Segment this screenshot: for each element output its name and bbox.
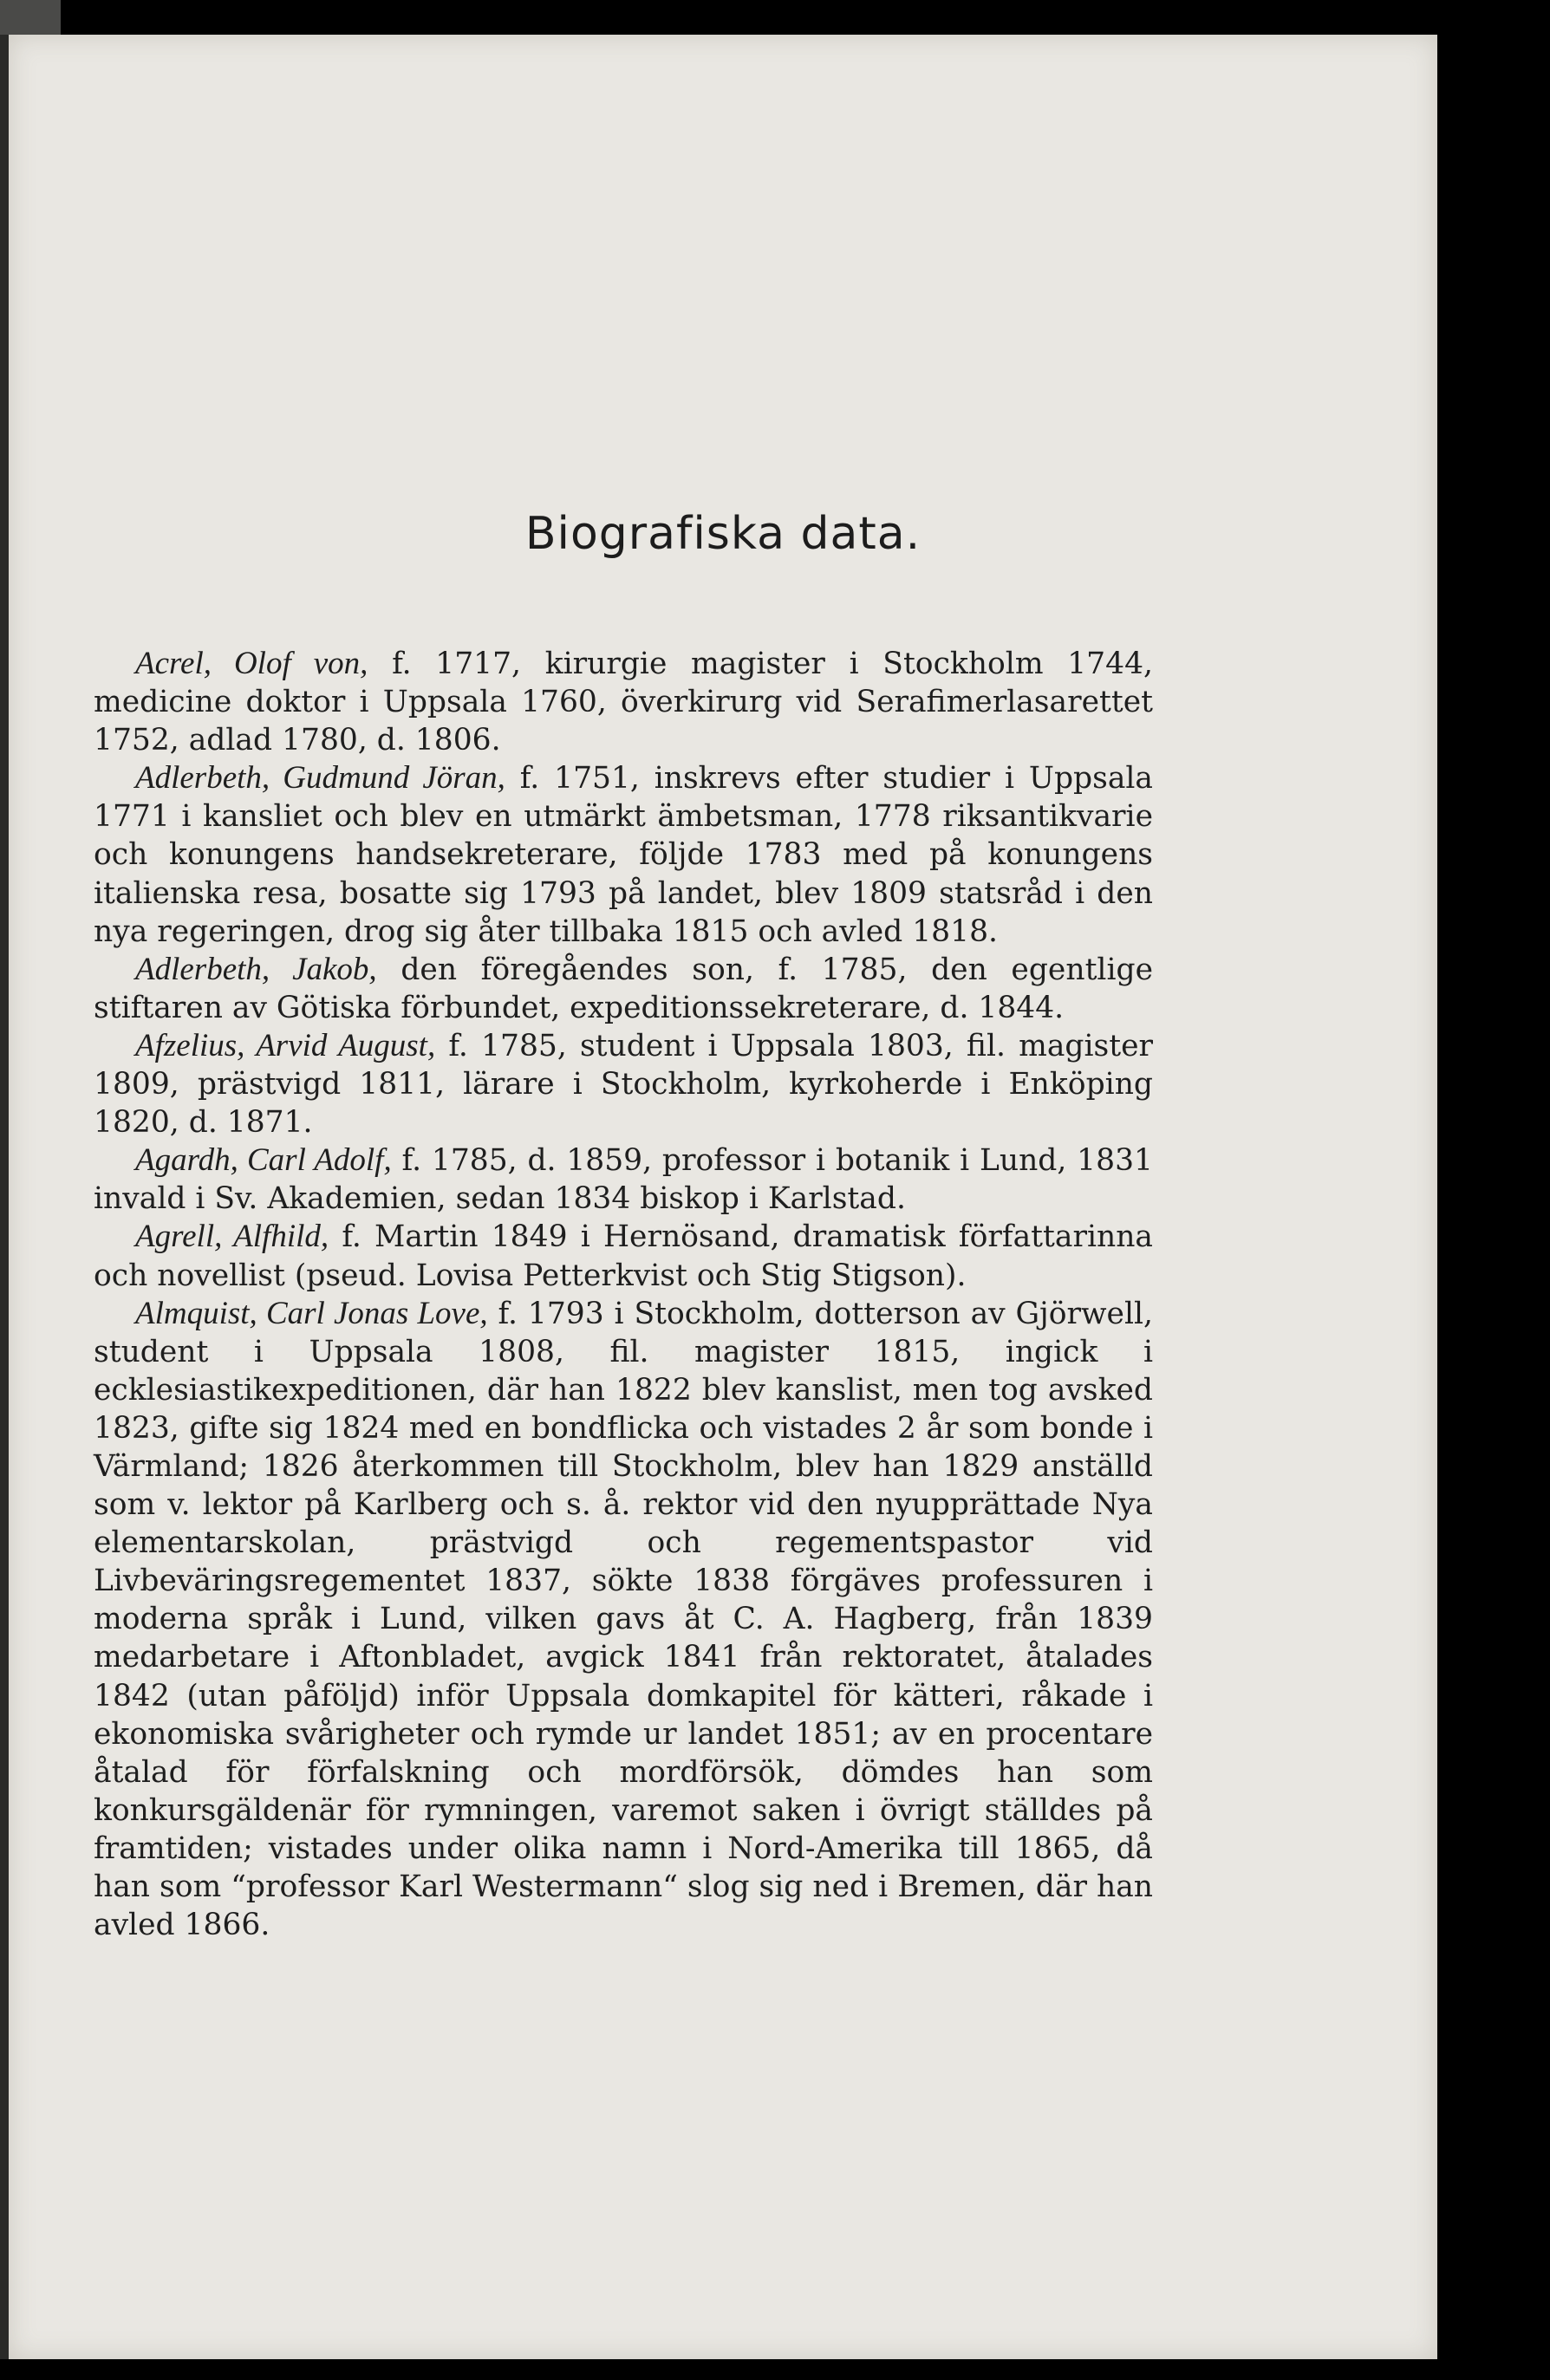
- scan-left-edge: [0, 35, 9, 2359]
- entry-name: Almquist, Carl Jonas Love,: [135, 1295, 488, 1331]
- entry-name: Agardh, Carl Adolf,: [135, 1142, 392, 1179]
- entry-text: f. 1751, inskrevs efter studier i Uppsala 1771 i kansliet och blev en utmärkt ämbetsman, 1778 riksantikvarie och konungens handsekreterare, följde 1783 med på konungens italienska resa, bosatte sig 1793 på landet, blev 1809 statsråd i den nya regeringen, drog sig åter tillbaka 1815 och avled 1818.: [94, 761, 1153, 949]
- entry-name: Acrel, Olof von,: [135, 646, 368, 681]
- biography-list: [94, 645, 1153, 1944]
- biography-entry: [94, 1141, 1153, 1218]
- biography-entry: [94, 951, 1153, 1027]
- entry-name: Agrell, Alfhild,: [135, 1219, 329, 1255]
- entry-name: Adlerbeth, Jakob,: [135, 951, 377, 987]
- book-page: [9, 35, 1437, 2359]
- entry-text: f. Martin 1849 i Hernösand, dramatisk författarinna och novellist (pseud. Lovisa Petterkvist och Stig Stigson).: [94, 1219, 1153, 1293]
- page-title: Biografiska data.: [524, 508, 922, 560]
- entry-text: f. 1785, student i Uppsala 1803, fil. magister 1809, prästvigd 1811, lärare i Stockholm, kyrkoherde i Enköping 1820, d. 1871.: [94, 1028, 1153, 1141]
- scan-edge-strip: [0, 0, 61, 35]
- biography-entry: [94, 1295, 1153, 1945]
- biography-entry: [94, 1218, 1153, 1294]
- entry-name: Afzelius, Arvid August,: [135, 1027, 436, 1063]
- biography-entry: [94, 1027, 1153, 1141]
- entry-name: Adlerbeth, Gudmund Jöran,: [135, 760, 505, 797]
- entry-text: f. 1717, kirurgie magister i Stockholm 1744, medicine doktor i Uppsala 1760, överkirurg vid Serafimerlasarettet 1752, adlad 1780, d. 1806.: [94, 647, 1153, 758]
- entry-text: f. 1785, d. 1859, professor i botanik i Lund, 1831 invald i Sv. Akademien, sedan 1834 biskop i Karlstad.: [94, 1143, 1153, 1217]
- biography-entry: [94, 645, 1153, 759]
- entry-text: f. 1793 i Stockholm, dotterson av Gjörwell, student i Uppsala 1808, fil. magister 1815, ingick i ecklesiastikexpeditionen, där han 1822 blev kanslist, men tog avsked 1823, gifte sig 1824 med en bondflicka och vistades 2 år som bonde i Värmland; 1826 återkommen till Stockholm, blev han 1829 anställd som v. lektor på Karlberg och s. å. rektor vid den nyupprättade Nya elementarskolan, prästvigd och regementspastor vid Livbeväringsregementet 1837, sökte 1838 förgäves professuren i moderna språk i Lund, vilken gavs åt C. A. Hagberg, från 1839 medarbetare i Aftonbladet, avgick 1841 från rektoratet, åtalades 1842 (utan påföljd) inför Uppsala domkapitel för kätteri, råkade i ekonomiska svårigheter och rymde ur landet 1851; av en procentare åtalad för förfalskning och mordförsök, dömdes han som konkursgäldenär för rymningen, varemot saken i övrigt ställdes på framtiden; vistades under olika namn i Nord-Amerika till 1865, då han som “professor Karl Westermann“ slog sig ned i Bremen, där han avled 1866.: [94, 1296, 1153, 1943]
- entry-text: den föregåendes son, f. 1785, den egentlige stiftaren av Götiska förbundet, expeditionssekreterare, d. 1844.: [94, 952, 1154, 1025]
- biography-entry: [94, 759, 1153, 950]
